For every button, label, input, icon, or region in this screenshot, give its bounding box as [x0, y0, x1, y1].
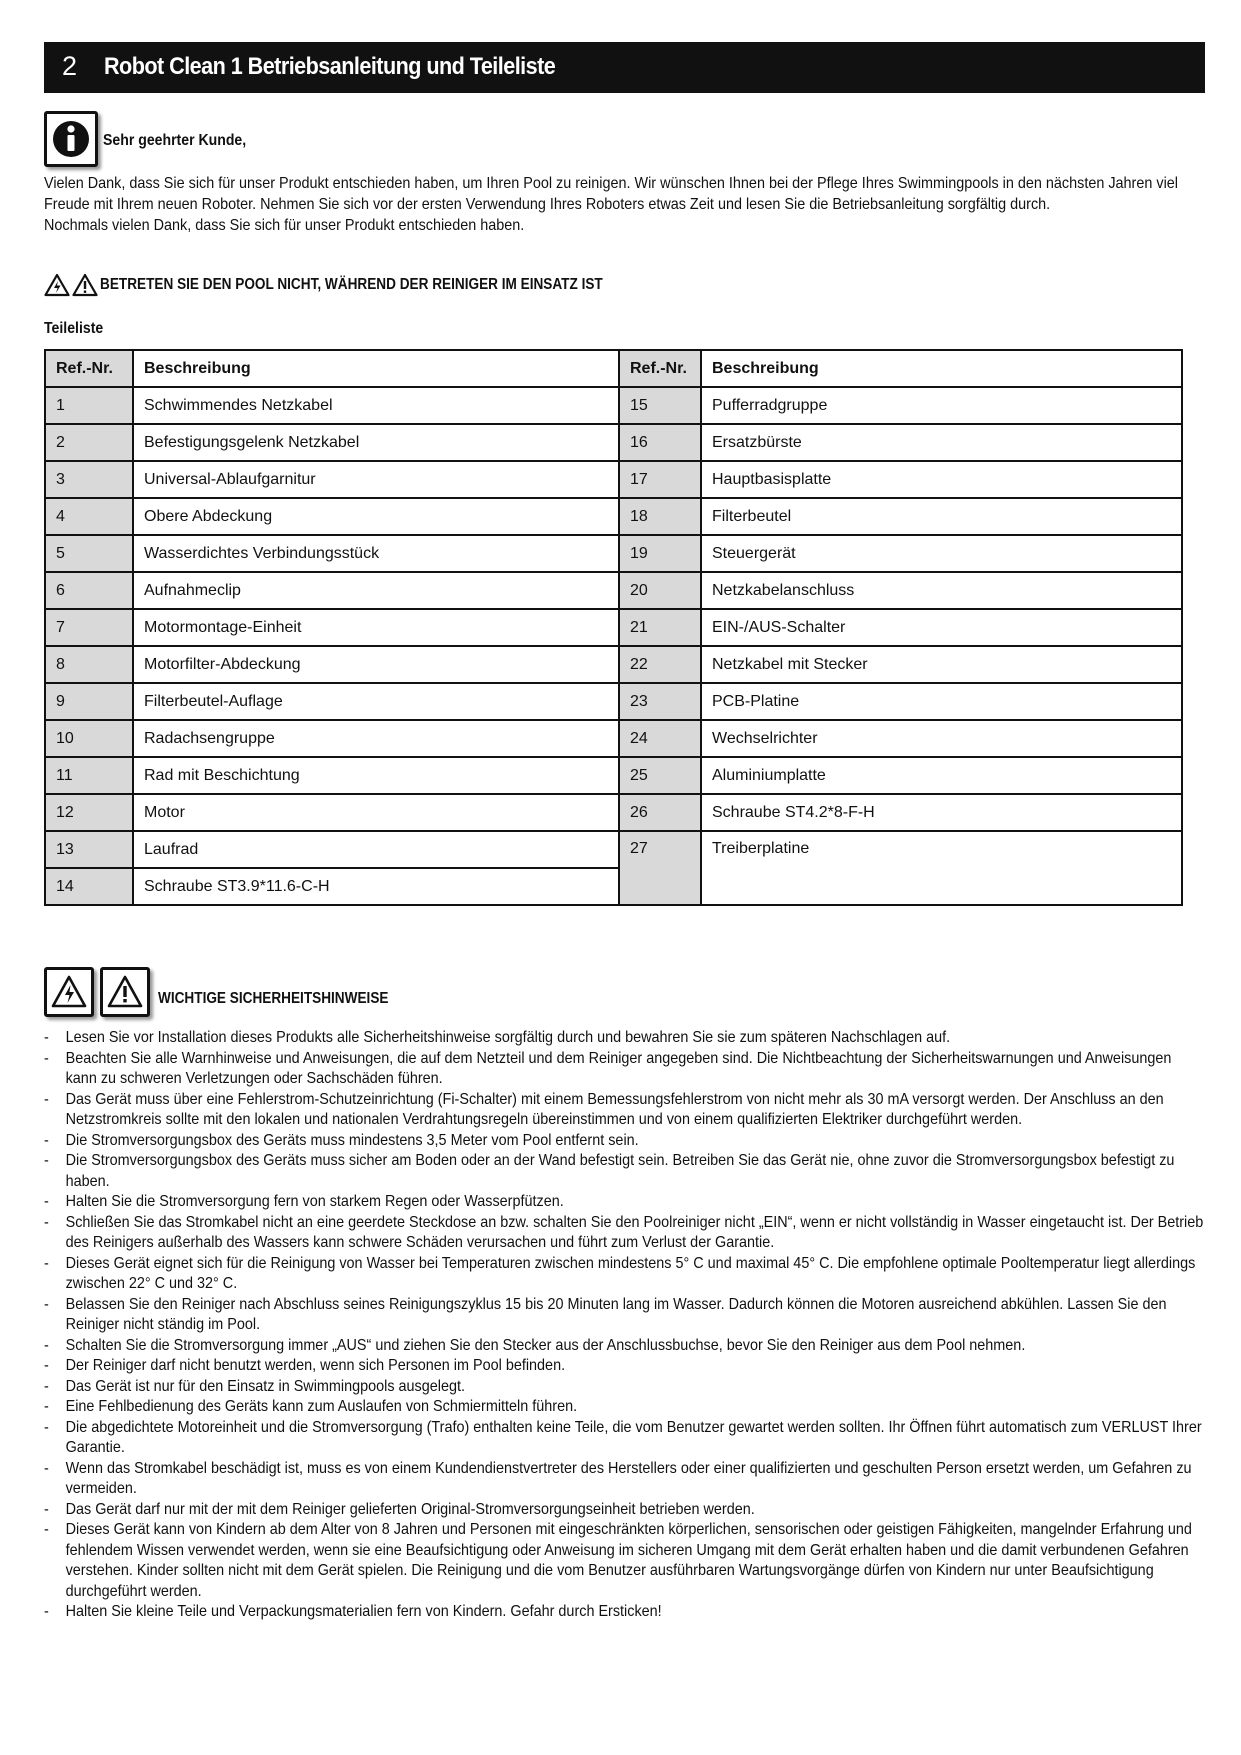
- description-cell: Wasserdichtes Verbindungsstück: [133, 535, 619, 572]
- pool-warning-text: BETRETEN SIE DEN POOL NICHT, WÄHREND DER REINIGER IM EINSATZ IST: [100, 276, 603, 293]
- warning-icon: [100, 967, 150, 1017]
- ref-number-cell: 13: [45, 831, 133, 868]
- list-item: - Wenn das Stromkabel beschädigt ist, muss es von einem Kundendienstvertreter des Herstellers oder einer qualifizierten und geschulten Person ersetzt werden, um Gefahren zu vermeiden.: [44, 1459, 1205, 1500]
- ref-number-cell: 4: [45, 498, 133, 535]
- description-cell: Obere Abdeckung: [133, 498, 619, 535]
- ref-number-cell: 14: [45, 868, 133, 905]
- description-cell: Motormontage-Einheit: [133, 609, 619, 646]
- ref-number-cell: 5: [45, 535, 133, 572]
- ref-number-cell: 12: [45, 794, 133, 831]
- description-cell: Aufnahmeclip: [133, 572, 619, 609]
- table-header-row: [45, 350, 1182, 387]
- description-cell: Motorfilter-Abdeckung: [133, 646, 619, 683]
- list-item: - Halten Sie kleine Teile und Verpackungsmaterialien fern von Kindern. Gefahr durch Ersticken!: [44, 1602, 1205, 1623]
- table-row: [45, 720, 1182, 757]
- table-row: [45, 387, 1182, 424]
- ref-number-cell: 10: [45, 720, 133, 757]
- description-cell: Wechselrichter: [701, 720, 1182, 757]
- pool-warning: [44, 272, 691, 298]
- safety-icons: [44, 967, 150, 1017]
- description-cell: Schraube ST3.9*11.6-C-H: [133, 868, 619, 905]
- description-cell: Radachsengruppe: [133, 720, 619, 757]
- greeting: Sehr geehrter Kunde,: [103, 132, 247, 149]
- description-cell: Filterbeutel-Auflage: [133, 683, 619, 720]
- list-item: - Dieses Gerät kann von Kindern ab dem Alter von 8 Jahren und Personen mit eingeschränkten körperlichen, sensorischen oder geistigen Fähigkeiten, mangelnder Erfahrung und fehlendem Wissen verwendet werden, wenn sie eine Beaufsichtigung oder Anweisung im sicheren Umgang mit dem Gerät erhalten haben und die damit verbundenen Gefahren verstehen. Kinder sollten nicht mit dem Gerät spielen. Die Reinigung und die vom Benutzer ausführbaren Wartungsvorgänge dürfen von Kindern nur unter Beaufsichtigung durchgeführt werden.: [44, 1520, 1205, 1602]
- table-row: [45, 609, 1182, 646]
- warning-icon: [72, 273, 98, 297]
- list-item: - Der Reiniger darf nicht benutzt werden, wenn sich Personen im Pool befinden.: [44, 1356, 1205, 1377]
- electric-warning-icon: [44, 967, 94, 1017]
- description-cell: Schwimmendes Netzkabel: [133, 387, 619, 424]
- page-title: Robot Clean 1 Betriebsanleitung und Teileliste: [104, 53, 556, 80]
- table-row: [45, 572, 1182, 609]
- description-cell: Hauptbasisplatte: [701, 461, 1182, 498]
- ref-number-cell: 23: [619, 683, 701, 720]
- ref-number-cell: 6: [45, 572, 133, 609]
- description-cell: Treiberplatine: [701, 831, 1182, 905]
- column-header: Beschreibung: [133, 350, 619, 387]
- table-row: [45, 498, 1182, 535]
- table-row: [45, 757, 1182, 794]
- ref-number-cell: 19: [619, 535, 701, 572]
- parts-table: [44, 349, 1183, 906]
- page-number: 2: [62, 51, 78, 81]
- safety-notes: [44, 1028, 1205, 1623]
- description-cell: PCB-Platine: [701, 683, 1182, 720]
- ref-number-cell: 26: [619, 794, 701, 831]
- ref-number-cell: 20: [619, 572, 701, 609]
- table-row: [45, 794, 1182, 831]
- info-icon: [44, 111, 98, 167]
- intro-text: [44, 173, 1205, 236]
- ref-number-cell: 9: [45, 683, 133, 720]
- description-cell: Schraube ST4.2*8-F-H: [701, 794, 1182, 831]
- description-cell: Befestigungsgelenk Netzkabel: [133, 424, 619, 461]
- list-item: - Lesen Sie vor Installation dieses Produkts alle Sicherheitshinweise sorgfältig durch und bewahren Sie sie zum späteren Nachschlagen auf.: [44, 1028, 1205, 1049]
- ref-number-cell: 18: [619, 498, 701, 535]
- ref-number-cell: 7: [45, 609, 133, 646]
- list-item: - Das Gerät darf nur mit der mit dem Reiniger gelieferten Original-Stromversorgungseinheit betrieben werden.: [44, 1500, 1205, 1521]
- list-item: - Die Stromversorgungsbox des Geräts muss mindestens 3,5 Meter vom Pool entfernt sein.: [44, 1131, 1205, 1152]
- list-item: - Belassen Sie den Reiniger nach Abschluss seines Reinigungszyklus 15 bis 20 Minuten lang im Wasser. Dadurch können die Motoren ausreichend abkühlen. Lassen Sie den Reiniger nicht ständig im Pool.: [44, 1295, 1205, 1336]
- ref-number-cell: 2: [45, 424, 133, 461]
- description-cell: Netzkabel mit Stecker: [701, 646, 1182, 683]
- list-item: - Schließen Sie das Stromkabel nicht an eine geerdete Steckdose an bzw. schalten Sie den Poolreiniger nicht „EIN“, wenn er nicht vollständig in Wasser eingetaucht ist. Der Betrieb des Reinigers außerhalb des Wassers kann schwere Schäden verursachen und führt zum Verlust der Garantie.: [44, 1213, 1205, 1254]
- page-header: [44, 42, 1205, 93]
- list-item: - Beachten Sie alle Warnhinweise und Anweisungen, die auf dem Netzteil und dem Reiniger angegeben sind. Die Nichtbeachtung der Sicherheitswarnungen und Anweisungen kann zu schweren Verletzungen oder Sachschäden führen.: [44, 1049, 1205, 1090]
- description-cell: Filterbeutel: [701, 498, 1182, 535]
- description-cell: Pufferradgruppe: [701, 387, 1182, 424]
- ref-number-cell: 3: [45, 461, 133, 498]
- ref-number-cell: 17: [619, 461, 701, 498]
- list-item: - Schalten Sie die Stromversorgung immer „AUS“ und ziehen Sie den Stecker aus der Anschlussbuchse, bevor Sie den Reiniger aus dem Pool nehmen.: [44, 1336, 1205, 1357]
- column-header: Ref.-Nr.: [45, 350, 133, 387]
- table-row: [45, 646, 1182, 683]
- table-row: [45, 831, 1182, 868]
- description-cell: Steuergerät: [701, 535, 1182, 572]
- description-cell: EIN-/AUS-Schalter: [701, 609, 1182, 646]
- table-row: [45, 424, 1182, 461]
- ref-number-cell: 24: [619, 720, 701, 757]
- list-item: - Das Gerät ist nur für den Einsatz in Swimmingpools ausgelegt.: [44, 1377, 1205, 1398]
- description-cell: Universal-Ablaufgarnitur: [133, 461, 619, 498]
- column-header: Ref.-Nr.: [619, 350, 701, 387]
- ref-number-cell: 16: [619, 424, 701, 461]
- list-item: - Die abgedichtete Motoreinheit und die Stromversorgung (Trafo) enthalten keine Teile, die vom Benutzer gewartet werden sollten. Ihr Öffnen führt automatisch zum VERLUST Ihrer Garantie.: [44, 1418, 1205, 1459]
- description-cell: Aluminiumplatte: [701, 757, 1182, 794]
- list-item: - Dieses Gerät eignet sich für die Reinigung von Wasser bei Temperaturen zwischen mindestens 5° C und maximal 45° C. Die empfohlene optimale Pooltemperatur liegt allerdings zwischen 22° C und 32° C.: [44, 1254, 1205, 1295]
- ref-number-cell: 8: [45, 646, 133, 683]
- list-item: - Die Stromversorgungsbox des Geräts muss sicher am Boden oder an der Wand befestigt sein. Betreiben Sie das Gerät nie, ohne zuvor die Stromversorgungsbox befestigt zu haben.: [44, 1151, 1205, 1192]
- list-item: - Eine Fehlbedienung des Geräts kann zum Auslaufen von Schmiermitteln führen.: [44, 1397, 1205, 1418]
- table-row: [45, 535, 1182, 572]
- list-item: - Das Gerät muss über eine Fehlerstrom-Schutzeinrichtung (Fi-Schalter) mit einem Bemessungsfehlerstrom von nicht mehr als 30 mA versorgt werden. Der Anschluss an den Netzstromkreis sollte mit den lokalen und nationalen Verdrahtungsregeln übereinstimmen und von einem qualifizierten Elektriker durchgeführt werden.: [44, 1090, 1205, 1131]
- description-cell: Ersatzbürste: [701, 424, 1182, 461]
- description-cell: Rad mit Beschichtung: [133, 757, 619, 794]
- ref-number-cell: 15: [619, 387, 701, 424]
- ref-number-cell: 1: [45, 387, 133, 424]
- list-item: - Halten Sie die Stromversorgung fern von starkem Regen oder Wasserpfützen.: [44, 1192, 1205, 1213]
- safety-title: WICHTIGE SICHERHEITSHINWEISE: [158, 990, 389, 1007]
- electric-warning-icon: [44, 273, 70, 297]
- table-row: [45, 683, 1182, 720]
- description-cell: Netzkabelanschluss: [701, 572, 1182, 609]
- ref-number-cell: 25: [619, 757, 701, 794]
- ref-number-cell: 27: [619, 831, 701, 905]
- description-cell: Motor: [133, 794, 619, 831]
- ref-number-cell: 21: [619, 609, 701, 646]
- column-header: Beschreibung: [701, 350, 1182, 387]
- intro-paragraph: Nochmals vielen Dank, dass Sie sich für unser Produkt entschieden haben.: [44, 217, 525, 234]
- description-cell: Laufrad: [133, 831, 619, 868]
- ref-number-cell: 22: [619, 646, 701, 683]
- table-row: [45, 461, 1182, 498]
- intro-paragraph: Vielen Dank, dass Sie sich für unser Produkt entschieden haben, um Ihren Pool zu reinigen. Wir wünschen Ihnen bei der Pflege Ihres Swimmingpools in den nächsten Jahren viel Freude mit Ihrem neuen Roboter. Nehmen Sie sich vor der ersten Verwendung Ihres Roboters etwas Zeit und lesen Sie die Betriebsanleitung sorgfältig durch.: [44, 175, 1178, 213]
- parts-list-label: Teileliste: [44, 320, 104, 337]
- ref-number-cell: 11: [45, 757, 133, 794]
